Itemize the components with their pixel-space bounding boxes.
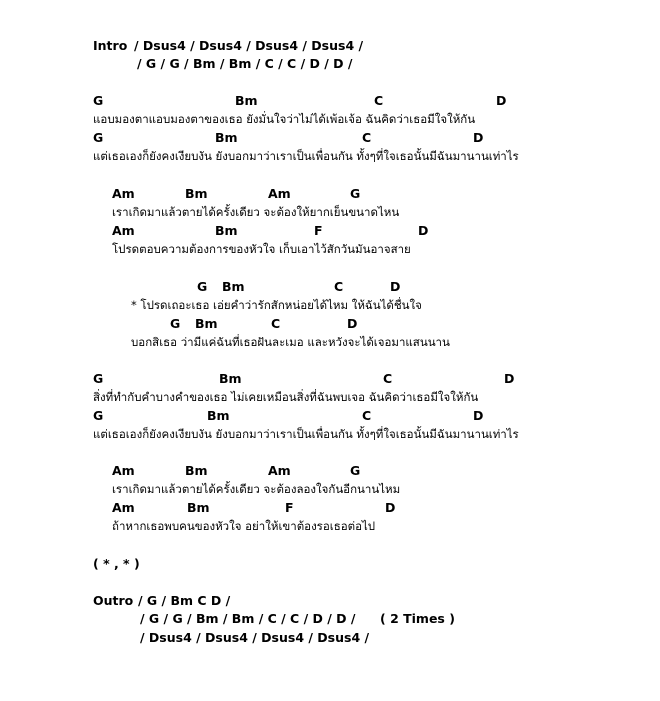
- chord: D: [473, 130, 484, 145]
- outro-progression-3: / Dsus4 / Dsus4 / Dsus4 / Dsus4 /: [140, 630, 370, 645]
- outro-progression-1: / G / Bm C D /: [138, 593, 231, 608]
- verse2-chord-line-2: [0, 407, 660, 425]
- chord: G: [350, 186, 361, 201]
- verse1-lyric-2: แต่เธอเองก็ยังคงเงียบงัน ยังบอกมาว่าเราเป็นเพื่อนกัน ทั้งๆที่ใจเธอนั้นมีฉันมานานเท่าไร: [93, 149, 519, 163]
- chord: G: [197, 279, 208, 294]
- intro-progression-2: / G / G / Bm / Bm / C / C / D / D /: [137, 56, 353, 71]
- chord: C: [374, 93, 384, 108]
- chord: C: [271, 316, 281, 331]
- chord: D: [347, 316, 358, 331]
- chord: G: [93, 130, 104, 145]
- chord: C: [362, 130, 372, 145]
- verse1-chord-line-1: [0, 92, 660, 110]
- bridge1-chord-line-2: [0, 222, 660, 240]
- chord: Am: [112, 463, 135, 478]
- chord: D: [473, 408, 484, 423]
- bridge2-chord-line-1: [0, 462, 660, 480]
- chord: Bm: [185, 186, 208, 201]
- outro-label: Outro: [93, 593, 134, 608]
- chorus-lyric-1: * โปรดเถอะเธอ เอ่ยคำว่ารักสักหน่อยได้ไหม ให้ฉันได้ชื่นใจ: [131, 298, 422, 312]
- chord: Am: [112, 223, 135, 238]
- verse2-lyric-2: แต่เธอเองก็ยังคงเงียบงัน ยังบอกมาว่าเราเป็นเพื่อนกัน ทั้งๆที่ใจเธอนั้นมีฉันมานานเท่าไร: [93, 427, 519, 441]
- bridge2-chord-line-2: [0, 499, 660, 517]
- bridge2-lyric-1: เราเกิดมาแล้วตายได้ครั้งเดียว จะต้องลองใจกันอีกนานไหม: [112, 482, 401, 496]
- verse2-chord-line-1: [0, 370, 660, 388]
- chord: D: [385, 500, 396, 515]
- verse1-lyric-1: แอบมองตาแอบมองตาของเธอ ยังมั่นใจว่าไม่ได้เพ้อเจ้อ ฉันคิดว่าเธอมีใจให้กัน: [93, 112, 476, 126]
- chord: Bm: [235, 93, 258, 108]
- chord: Am: [268, 463, 291, 478]
- chord: Bm: [222, 279, 245, 294]
- bridge2-lyric-2: ถ้าหากเธอพบคนของหัวใจ อย่าให้เขาต้องรอเธอต่อไป: [112, 519, 376, 533]
- outro-repeat-count: ( 2 Times ): [380, 611, 455, 626]
- chord: G: [170, 316, 181, 331]
- chord: D: [504, 371, 515, 386]
- verse1-chord-line-2: [0, 129, 660, 147]
- verse2-lyric-1: สิ่งที่ทำกับคำบางคำของเธอ ไม่เคยเหมือนสิ่งที่ฉันพบเจอ ฉันคิดว่าเธอมีใจให้กัน: [93, 390, 479, 404]
- chord: Bm: [185, 463, 208, 478]
- bridge1-lyric-1: เราเกิดมาแล้วตายได้ครั้งเดียว จะต้องให้ยากเย็นขนาดไหน: [112, 205, 400, 219]
- chord: D: [390, 279, 401, 294]
- bridge1-chord-line-1: [0, 185, 660, 203]
- chord: C: [334, 279, 344, 294]
- chord: Am: [112, 186, 135, 201]
- chord: Bm: [215, 223, 238, 238]
- chord: Bm: [195, 316, 218, 331]
- bridge1-lyric-2: โปรดตอบความต้องการของหัวใจ เก็บเอาไว้สักวันมันอาจสาย: [112, 242, 411, 256]
- chord: F: [285, 500, 294, 515]
- chord: Bm: [207, 408, 230, 423]
- chord: Am: [112, 500, 135, 515]
- chord: Bm: [219, 371, 242, 386]
- chord: Am: [268, 186, 291, 201]
- chord: Bm: [215, 130, 238, 145]
- chord: D: [418, 223, 429, 238]
- intro-progression-1: / Dsus4 / Dsus4 / Dsus4 / Dsus4 /: [134, 38, 364, 53]
- chord: Bm: [187, 500, 210, 515]
- intro-label: Intro: [93, 38, 128, 53]
- chord: G: [93, 93, 104, 108]
- chord: F: [314, 223, 323, 238]
- outro-progression-2: / G / G / Bm / Bm / C / C / D / D /: [140, 611, 356, 626]
- chorus-chord-line-1: [0, 278, 660, 296]
- chord: G: [93, 408, 104, 423]
- chord: D: [496, 93, 507, 108]
- chord: C: [383, 371, 393, 386]
- chord: C: [362, 408, 372, 423]
- chorus-chord-line-2: [0, 315, 660, 333]
- chord: G: [350, 463, 361, 478]
- repeat-marker: ( * , * ): [93, 556, 140, 571]
- chorus-lyric-2: บอกสิเธอ ว่ามีแค่ฉันที่เธอฝันละเมอ และหวังจะได้เจอมาแสนนาน: [131, 335, 450, 349]
- chord: G: [93, 371, 104, 386]
